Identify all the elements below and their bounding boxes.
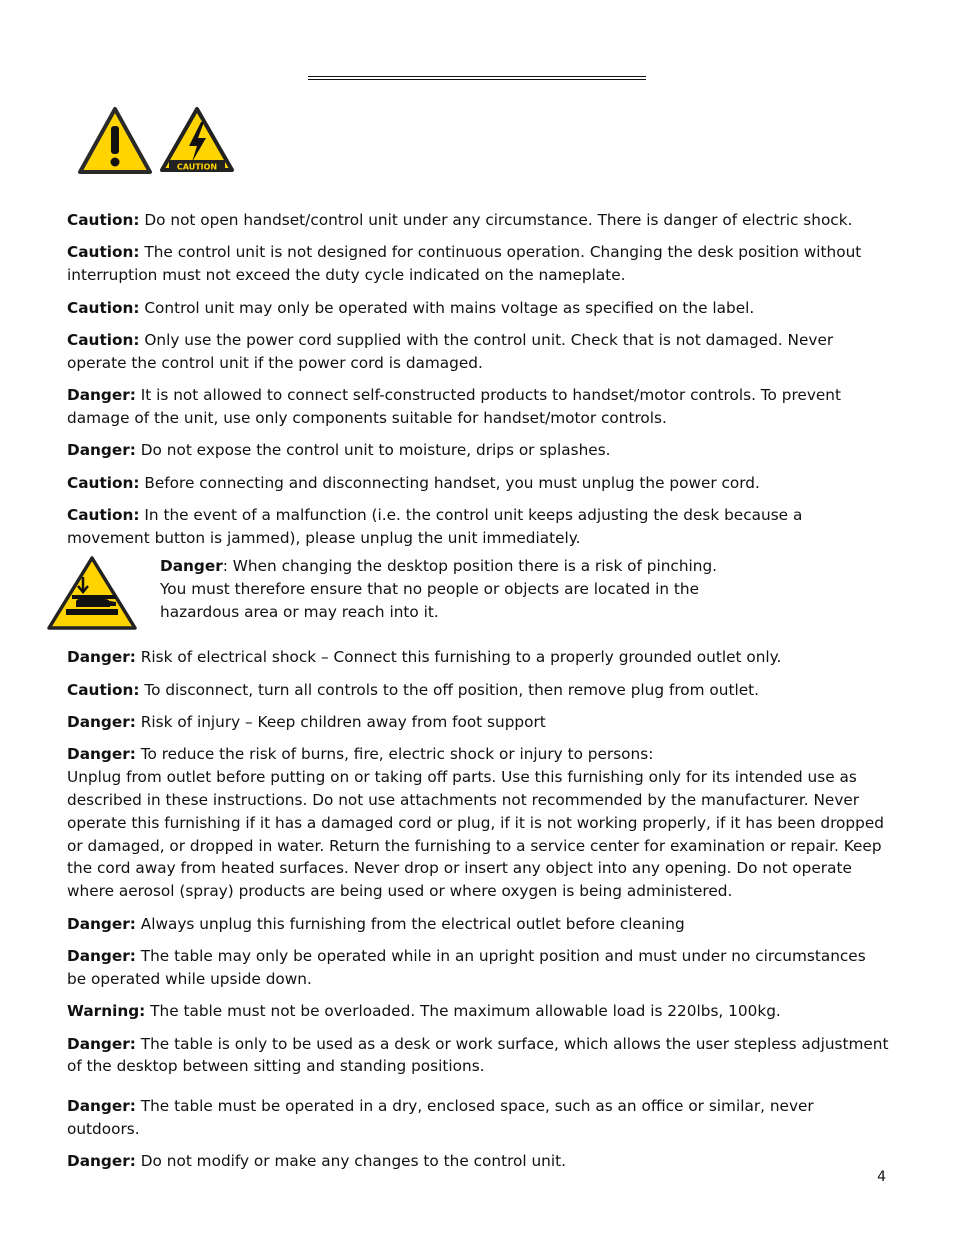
notice-text: Risk of injury – Keep children away from foot support <box>135 713 546 732</box>
notice-text: Control unit may only be operated with mains voltage as specified on the label. <box>139 298 755 317</box>
notice-9 <box>67 679 889 702</box>
notice-label: Caution: <box>67 473 140 492</box>
notice-text: To reduce the risk of burns, fire, electric shock or injury to persons: <box>135 745 654 764</box>
exclamation-warning-icon <box>77 106 153 176</box>
notice-15 <box>67 1095 889 1141</box>
notice-text: It is not allowed to connect self-constructed products to handset/motor controls. To prevent damage of the unit, use only components suitable for handset/motor controls. <box>67 386 842 427</box>
notice-10 <box>67 711 889 734</box>
pinch-hazard-text <box>160 555 720 623</box>
pinch-hazard-notice <box>67 555 889 635</box>
notice-text: Do not open handset/control unit under any circumstance. There is danger of electric shock. <box>139 211 853 229</box>
burns-notice <box>67 743 889 903</box>
burns-notice-body: Unplug from outlet before putting on or taking off parts. Use this furnishing only for its intended use as described in these instructions. Do not use attachments not recommended by the manufacturer. Never operate this furnishing if it has a damaged cord or plug, if it is not working properly, if it has been dropped or damaged, or dropped in water. Return the furnishing to a service center for examination or repair. Keep the cord away from heated surfaces. Never drop or insert any object into any opening. Do not operate where aerosol (spray) products are being used or where oxygen is being administered. <box>67 768 884 901</box>
notice-label: Danger <box>160 557 223 576</box>
page-number: 4 <box>877 1169 886 1185</box>
notice-5 <box>67 439 889 462</box>
notice-label: Danger: <box>67 441 136 460</box>
notice-label: Caution: <box>67 506 140 525</box>
notice-text: Before connecting and disconnecting handset, you must unplug the power cord. <box>139 473 760 492</box>
notice-label: Danger: <box>67 947 136 966</box>
notice-2 <box>67 297 889 320</box>
notice-label: Caution: <box>67 680 140 699</box>
notice-text: Do not modify or make any changes to the control unit. <box>135 1152 566 1171</box>
notice-13 <box>67 1000 889 1023</box>
safety-notices <box>67 209 889 1183</box>
notice-0 <box>67 209 889 232</box>
notice-text: Only use the power cord supplied with the control unit. Check that is not damaged. Never operate the control unit if the power cord is damaged. <box>67 330 834 372</box>
notice-label: Warning: <box>67 1002 146 1021</box>
notice-11 <box>67 913 889 936</box>
electric-shock-caution-icon <box>159 106 235 178</box>
notice-text: The table may only be operated while in an upright position and must under no circumstances be operated while upside down. <box>67 947 866 988</box>
notice-text: The control unit is not designed for continuous operation. Changing the desk position without interruption must not exceed the duty cycle indicated on the nameplate. <box>67 243 862 285</box>
notice-text: The table must not be overloaded. The maximum allowable load is 220lbs, 100kg. <box>145 1002 781 1021</box>
notice-3 <box>67 329 889 375</box>
notice-4 <box>67 384 889 430</box>
notice-label: Danger: <box>67 1097 136 1116</box>
notice-1 <box>67 241 889 287</box>
notice-label: Danger: <box>67 713 136 732</box>
notice-text: In the event of a malfunction (i.e. the control unit keeps adjusting the desk because a movement button is jammed), please unplug the unit immediately. <box>67 506 803 547</box>
notice-label: Danger: <box>67 1034 136 1053</box>
hand-pinch-warning-icon <box>46 555 138 631</box>
notice-label: Danger: <box>67 914 136 933</box>
notice-text: Always unplug this furnishing from the electrical outlet before cleaning <box>135 914 685 933</box>
notice-text: The table is only to be used as a desk or work surface, which allows the user stepless adjustment of the desktop between sitting and standing positions. <box>67 1034 889 1076</box>
notice-label: Danger: <box>67 1152 136 1171</box>
notice-14 <box>67 1033 889 1079</box>
notice-label: Danger: <box>67 648 136 667</box>
notice-8 <box>67 646 889 669</box>
notice-text: : When changing the desktop position there is a risk of pinching. You must therefore ensure that no people or objects are located in the hazardous area or may reach into it. <box>160 557 718 621</box>
notice-label: Caution: <box>67 243 140 262</box>
notice-16 <box>67 1150 889 1173</box>
notice-text: The table must be operated in a dry, enclosed space, such as an office or similar, never outdoors. <box>67 1097 814 1139</box>
notice-label: Danger: <box>67 386 136 405</box>
notice-label: Caution: <box>67 211 140 229</box>
notice-6 <box>67 472 889 495</box>
notice-12 <box>67 945 889 991</box>
notice-label: Caution: <box>67 330 140 349</box>
notice-text: To disconnect, turn all controls to the off position, then remove plug from outlet. <box>139 680 759 699</box>
notice-text: Risk of electrical shock – Connect this furnishing to a properly grounded outlet only. <box>135 648 782 667</box>
caution-sign-label: CAUTION <box>176 162 218 172</box>
notice-label: Caution: <box>67 298 140 317</box>
notice-text: Do not expose the control unit to moisture, drips or splashes. <box>135 441 611 460</box>
notice-7 <box>67 504 889 550</box>
title-double-rule <box>308 76 646 80</box>
notice-label: Danger: <box>67 745 136 764</box>
